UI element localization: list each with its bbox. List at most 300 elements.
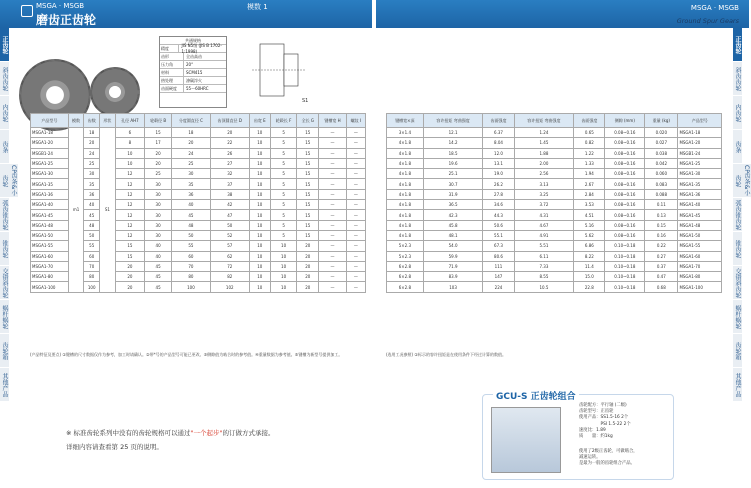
value-cell: —: [319, 128, 346, 138]
value-cell: 6.11: [514, 251, 574, 261]
product-code: MSGA1-60: [31, 251, 69, 261]
value-cell: 15: [297, 148, 319, 158]
value-cell: 4.31: [514, 210, 574, 220]
table-row: [387, 282, 722, 292]
value-cell: 57: [210, 241, 249, 251]
value-cell: 1.45: [514, 138, 574, 148]
value-cell: 4×1.8: [387, 138, 424, 148]
product-code: MSGA1-18: [31, 128, 69, 138]
value-cell: 8: [115, 138, 144, 148]
value-cell: —: [319, 189, 346, 199]
value-cell: 1.88: [514, 148, 574, 158]
value-cell: 30: [145, 230, 172, 240]
spec-value: 渗碳淬火: [186, 77, 202, 83]
value-cell: —: [319, 220, 346, 230]
value-cell: 0.08~0.16: [605, 128, 645, 138]
value-cell: 12: [115, 189, 144, 199]
value-cell: 4×1.8: [387, 230, 424, 240]
value-cell: 10: [270, 251, 296, 261]
gcu-info-line: 使用产品：SS1.5-16 2个: [579, 415, 629, 421]
value-cell: 15: [115, 251, 144, 261]
value-cell: 10: [249, 179, 270, 189]
value-cell: —: [346, 200, 365, 210]
value-cell: 6×2.8: [387, 272, 424, 282]
value-cell: —: [346, 210, 365, 220]
value-cell: 4.91: [514, 230, 574, 240]
spec-key: 精度: [160, 45, 179, 52]
gcu-product-box: [482, 394, 674, 480]
value-cell: 6.86: [574, 241, 605, 251]
table-row: [387, 261, 722, 271]
spec-key: 压力角: [160, 61, 184, 68]
value-cell: 45: [172, 210, 211, 220]
gcu-desc-line: 使用了2级正齿轮、可做啮合，: [579, 449, 638, 454]
sidebar-tab-9[interactable]: 齿轮箱: [733, 334, 742, 368]
sidebar-tab-7[interactable]: 交错斜齿轮: [0, 266, 9, 300]
product-code: MSGA1-30: [31, 169, 69, 179]
value-cell: 30.7: [423, 179, 483, 189]
value-cell: 4×1.8: [387, 210, 424, 220]
value-cell: 6: [115, 128, 144, 138]
product-code: MSGA1-20: [31, 138, 69, 148]
value-cell: 5×2.3: [387, 251, 424, 261]
spec-row: [160, 69, 226, 77]
sidebar-tab-10[interactable]: 其他产品: [733, 368, 742, 402]
value-cell: 45: [145, 261, 172, 271]
value-cell: 20: [145, 158, 172, 168]
column-header: 螺纹 I: [346, 114, 365, 128]
value-cell: 31.9: [423, 189, 483, 199]
value-cell: —: [319, 148, 346, 158]
column-header: 侧隙 (mm): [605, 114, 645, 128]
product-code: MSGA1-80: [31, 272, 69, 282]
gear-photo-small: [90, 67, 140, 117]
note-highlight: "一个起步": [190, 429, 223, 437]
value-cell: 35: [172, 179, 211, 189]
value-cell: —: [346, 128, 365, 138]
value-cell: 6.37: [483, 128, 514, 138]
sidebar-tab-8[interactable]: 蜗杆蜗轮: [733, 300, 742, 334]
sidebar-tab-10[interactable]: 其他产品: [0, 368, 9, 402]
value-cell: 0.088: [645, 189, 678, 199]
value-cell: 10: [249, 128, 270, 138]
notes-right: (选用工况参照) ①标示的容许扭矩是在使用条件下经过计算的数值。: [386, 352, 506, 357]
spec-row: [160, 53, 226, 61]
value-cell: 42: [210, 200, 249, 210]
value-cell: 5.16: [574, 220, 605, 230]
value-cell: 3.53: [574, 200, 605, 210]
value-cell: 5.62: [574, 230, 605, 240]
value-cell: 0.47: [645, 272, 678, 282]
gcu-desc-line: 减速运转。: [579, 455, 601, 461]
value-cell: 20: [210, 128, 249, 138]
product-code: MSGA1-20: [678, 138, 722, 148]
value-cell: —: [319, 251, 346, 261]
spec-table-right: [386, 113, 722, 293]
value-cell: 0.22: [645, 241, 678, 251]
value-cell: 50: [172, 230, 211, 240]
teeth-count: 36: [84, 189, 100, 199]
value-cell: 82: [210, 272, 249, 282]
value-cell: —: [346, 169, 365, 179]
column-header: 重量 (kg): [645, 114, 678, 128]
value-cell: 15: [297, 179, 319, 189]
gcu-info-line: 齿轮型号：正齿轮: [579, 409, 614, 415]
value-cell: 10: [249, 169, 270, 179]
value-cell: 6×2.8: [387, 282, 424, 292]
value-cell: 10: [270, 282, 296, 292]
sidebar-tab-7[interactable]: 交错斜齿轮: [733, 266, 742, 300]
value-cell: 10: [270, 241, 296, 251]
table-row: [387, 251, 722, 261]
value-cell: 15: [297, 189, 319, 199]
spec-key: 材料: [160, 69, 184, 76]
value-cell: 19.6: [423, 158, 483, 168]
spec-value: 55～60HRC: [186, 85, 209, 91]
value-cell: 30: [145, 220, 172, 230]
sidebar-tab-3[interactable]: 齿条: [733, 130, 742, 164]
sidebar-right: [733, 28, 749, 402]
value-cell: 20: [297, 261, 319, 271]
value-cell: 4×1.8: [387, 169, 424, 179]
spec-value: JIS N5级 (JIS B 1702-1:1998): [181, 43, 222, 54]
product-code: MSGA1-36: [678, 189, 722, 199]
value-cell: 7.33: [514, 261, 574, 271]
value-cell: 36.5: [423, 200, 483, 210]
value-cell: 27.8: [483, 189, 514, 199]
value-cell: 67.3: [483, 241, 514, 251]
value-cell: 8.04: [483, 138, 514, 148]
sidebar-tab-4[interactable]: CP齿条&小齿轮: [0, 164, 18, 198]
value-cell: 111: [483, 261, 514, 271]
gcu-info-line: 速度比：1.89: [579, 427, 606, 433]
value-cell: 10: [249, 189, 270, 199]
value-cell: 5: [270, 169, 296, 179]
value-cell: —: [346, 261, 365, 271]
product-code: MSGA1-45: [31, 210, 69, 220]
value-cell: 1.22: [574, 148, 605, 158]
value-cell: 47: [210, 210, 249, 220]
value-cell: 3.13: [514, 179, 574, 189]
value-cell: 20: [115, 272, 144, 282]
product-code: MSGA1-25: [678, 158, 722, 168]
product-code: MSGA1-48: [31, 220, 69, 230]
value-cell: —: [346, 220, 365, 230]
value-cell: 4×1.8: [387, 179, 424, 189]
value-cell: —: [319, 241, 346, 251]
sidebar-tab-0[interactable]: 正齿轮: [733, 28, 742, 62]
value-cell: 147: [483, 272, 514, 282]
value-cell: 10: [249, 220, 270, 230]
value-cell: —: [346, 241, 365, 251]
bottom-note: [66, 426, 275, 454]
value-cell: —: [346, 189, 365, 199]
product-code: MSGA1-45: [678, 210, 722, 220]
value-cell: 22: [210, 138, 249, 148]
product-code: MSGA1-100: [31, 282, 69, 292]
product-code: MSGA1-60: [678, 251, 722, 261]
table-row: [387, 128, 722, 138]
value-cell: 0.10~0.18: [605, 272, 645, 282]
value-cell: 72: [210, 261, 249, 271]
column-header: 齿顶圆直径 D: [210, 114, 249, 128]
product-code: MSGA1-18: [678, 128, 722, 138]
table-row: [387, 272, 722, 282]
value-cell: —: [319, 282, 346, 292]
value-cell: 42.3: [423, 210, 483, 220]
value-cell: 3.72: [514, 200, 574, 210]
product-code: MSGA1-35: [31, 179, 69, 189]
sidebar-tab-2[interactable]: 内齿轮: [0, 96, 9, 130]
value-cell: 0.68: [645, 282, 678, 292]
sidebar-tab-2[interactable]: 内齿轮: [733, 96, 742, 130]
product-code: MSGA1-55: [678, 241, 722, 251]
product-code: MSGA1-80: [678, 272, 722, 282]
value-cell: 50.6: [483, 220, 514, 230]
value-cell: 30: [145, 210, 172, 220]
value-cell: 10: [249, 282, 270, 292]
sidebar-left: [0, 28, 16, 402]
value-cell: 25.1: [423, 169, 483, 179]
value-cell: 22.8: [574, 282, 605, 292]
value-cell: 38: [210, 189, 249, 199]
column-header: 产品型号: [31, 114, 69, 128]
value-cell: 5: [270, 189, 296, 199]
teeth-count: 50: [84, 230, 100, 240]
value-cell: 0.65: [574, 128, 605, 138]
value-cell: 5: [270, 179, 296, 189]
value-cell: 32: [210, 169, 249, 179]
value-cell: 15: [297, 169, 319, 179]
spec-value: 20°: [186, 62, 194, 67]
sidebar-tab-5[interactable]: 弧齿锥齿轮: [733, 198, 742, 232]
value-cell: 10: [249, 148, 270, 158]
value-cell: 25: [145, 169, 172, 179]
note-prefix: ※ 标准齿轮系列中没有的齿轮规格可以通过: [66, 429, 191, 437]
value-cell: 0.15: [645, 220, 678, 230]
column-header: 容许扭矩 弯曲强度: [514, 114, 574, 128]
value-cell: 26: [210, 148, 249, 158]
value-cell: 2.67: [574, 179, 605, 189]
value-cell: 0.08~0.16: [605, 210, 645, 220]
value-cell: 12: [115, 169, 144, 179]
series-label-right: MSGA · MSGB: [690, 4, 739, 12]
value-cell: 5: [270, 128, 296, 138]
value-cell: 5×2.3: [387, 241, 424, 251]
value-cell: 15: [297, 200, 319, 210]
value-cell: —: [319, 272, 346, 282]
value-cell: 30: [145, 200, 172, 210]
value-cell: 5: [270, 200, 296, 210]
spec-row: [160, 45, 226, 53]
value-cell: 5: [270, 210, 296, 220]
table-row: [387, 158, 722, 168]
product-code: MSGA1-55: [31, 241, 69, 251]
shape-cell: S1: [100, 128, 116, 293]
product-code: MSGA1-30: [678, 169, 722, 179]
value-cell: 70: [172, 261, 211, 271]
value-cell: —: [319, 179, 346, 189]
sidebar-tab-4[interactable]: CP齿条&小齿轮: [733, 164, 751, 198]
value-cell: 0.10~0.18: [605, 261, 645, 271]
value-cell: 0.020: [645, 128, 678, 138]
column-header: 模数: [68, 114, 84, 128]
gcu-product-image: [491, 407, 561, 473]
note-suffix: 的订做方式承接。: [222, 429, 275, 437]
sidebar-tab-8[interactable]: 蜗杆蜗轮: [0, 300, 9, 334]
value-cell: —: [319, 200, 346, 210]
spec-row: [160, 77, 226, 85]
sidebar-tab-5[interactable]: 弧齿锥齿轮: [0, 198, 9, 232]
sidebar-tab-1[interactable]: 斜齿齿轮: [0, 62, 9, 96]
value-cell: 10: [115, 148, 144, 158]
value-cell: 44.3: [483, 210, 514, 220]
table-row: [387, 169, 722, 179]
product-code: MSGA1-40: [31, 200, 69, 210]
sidebar-tab-0[interactable]: 正齿轮: [0, 28, 9, 62]
module-cell: m1: [68, 128, 84, 293]
value-cell: 0.08~0.16: [605, 220, 645, 230]
value-cell: 20: [297, 272, 319, 282]
teeth-count: 70: [84, 261, 100, 271]
value-cell: 100: [172, 282, 211, 292]
value-cell: 59.9: [423, 251, 483, 261]
value-cell: 4×1.8: [387, 148, 424, 158]
value-cell: 30: [172, 169, 211, 179]
column-header: 轮毂长 F: [270, 114, 296, 128]
page-title: 磨齿正齿轮: [36, 13, 97, 27]
value-cell: 10: [270, 272, 296, 282]
module-tab: 模数 1: [247, 3, 268, 11]
teeth-count: 30: [84, 169, 100, 179]
product-code: MSGA1-70: [31, 261, 69, 271]
value-cell: 0.10~0.18: [605, 241, 645, 251]
product-code: MSGB1-24: [31, 148, 69, 158]
value-cell: 10: [270, 261, 296, 271]
value-cell: 10: [249, 200, 270, 210]
value-cell: 20: [172, 138, 211, 148]
value-cell: 12: [115, 220, 144, 230]
column-header: 容许扭矩 弯曲强度: [423, 114, 483, 128]
value-cell: 40: [172, 200, 211, 210]
gcu-info-line: 齿轮配方：平行轴 (二级): [579, 403, 627, 408]
series-label: MSGA · MSGB: [36, 2, 85, 10]
value-cell: 4×1.8: [387, 158, 424, 168]
common-spec-box: [159, 36, 227, 108]
table-row: [387, 230, 722, 240]
teeth-count: 35: [84, 179, 100, 189]
value-cell: 4.67: [514, 220, 574, 230]
table-row: [387, 179, 722, 189]
value-cell: —: [319, 169, 346, 179]
value-cell: 10: [249, 261, 270, 271]
value-cell: 15: [297, 128, 319, 138]
table-row: [31, 128, 366, 138]
value-cell: 12: [115, 230, 144, 240]
value-cell: 1.33: [574, 158, 605, 168]
sidebar-tab-9[interactable]: 齿轮箱: [0, 334, 9, 368]
value-cell: 0.11: [645, 200, 678, 210]
product-code: MSGA1-100: [678, 282, 722, 292]
value-cell: 2.84: [574, 189, 605, 199]
gcu-info: [579, 403, 631, 440]
value-cell: 8.55: [514, 272, 574, 282]
value-cell: 1.24: [514, 128, 574, 138]
value-cell: 3.25: [514, 189, 574, 199]
english-title: Ground Spur Gears: [676, 17, 739, 25]
value-cell: 15.0: [574, 272, 605, 282]
value-cell: 45: [145, 272, 172, 282]
value-cell: 5: [270, 138, 296, 148]
sidebar-tab-6[interactable]: 锥齿轮: [733, 232, 742, 266]
value-cell: 10: [249, 272, 270, 282]
gear-logo-icon: [21, 5, 33, 17]
table-row: [387, 189, 722, 199]
value-cell: 37: [210, 179, 249, 189]
spec-row: [160, 85, 226, 93]
value-cell: 20: [115, 261, 144, 271]
product-code: MSGA1-35: [678, 179, 722, 189]
value-cell: —: [319, 261, 346, 271]
value-cell: 0.083: [645, 179, 678, 189]
value-cell: 10: [115, 158, 144, 168]
value-cell: 17: [145, 138, 172, 148]
value-cell: 10.5: [514, 282, 574, 292]
value-cell: 12.0: [483, 148, 514, 158]
teeth-count: 60: [84, 251, 100, 261]
teeth-count: 25: [84, 158, 100, 168]
teeth-count: 18: [84, 128, 100, 138]
value-cell: 2.00: [514, 158, 574, 168]
value-cell: 62: [210, 251, 249, 261]
sidebar-tab-6[interactable]: 锥齿轮: [0, 232, 9, 266]
value-cell: 40: [145, 241, 172, 251]
spec-heading: 共通规格: [160, 37, 226, 45]
value-cell: 45: [145, 282, 172, 292]
value-cell: 11.4: [574, 261, 605, 271]
value-cell: 20: [145, 148, 172, 158]
value-cell: 0.08~0.16: [605, 138, 645, 148]
value-cell: 18: [172, 128, 211, 138]
value-cell: 0.08~0.16: [605, 158, 645, 168]
value-cell: 0.027: [645, 138, 678, 148]
teeth-count: 40: [84, 200, 100, 210]
sidebar-tab-1[interactable]: 斜齿齿轮: [733, 62, 742, 96]
value-cell: 12: [115, 210, 144, 220]
header-band-left: [0, 0, 372, 28]
value-cell: 83.9: [423, 272, 483, 282]
value-cell: 15: [297, 158, 319, 168]
value-cell: 0.08~0.16: [605, 189, 645, 199]
sidebar-tab-3[interactable]: 齿条: [0, 130, 9, 164]
teeth-count: 100: [84, 282, 100, 292]
value-cell: 15: [297, 138, 319, 148]
value-cell: 80: [172, 272, 211, 282]
column-header: 齿数: [84, 114, 100, 128]
table-header-row: [387, 114, 722, 128]
value-cell: 102: [210, 282, 249, 292]
value-cell: 55: [172, 241, 211, 251]
value-cell: 10: [249, 138, 270, 148]
value-cell: 13.1: [483, 158, 514, 168]
table-row: [387, 148, 722, 158]
table-row: [387, 220, 722, 230]
value-cell: 26.2: [483, 179, 514, 189]
product-code: MSGA1-25: [31, 158, 69, 168]
table-row: [387, 210, 722, 220]
value-cell: 0.08~0.16: [605, 169, 645, 179]
value-cell: 5: [270, 220, 296, 230]
